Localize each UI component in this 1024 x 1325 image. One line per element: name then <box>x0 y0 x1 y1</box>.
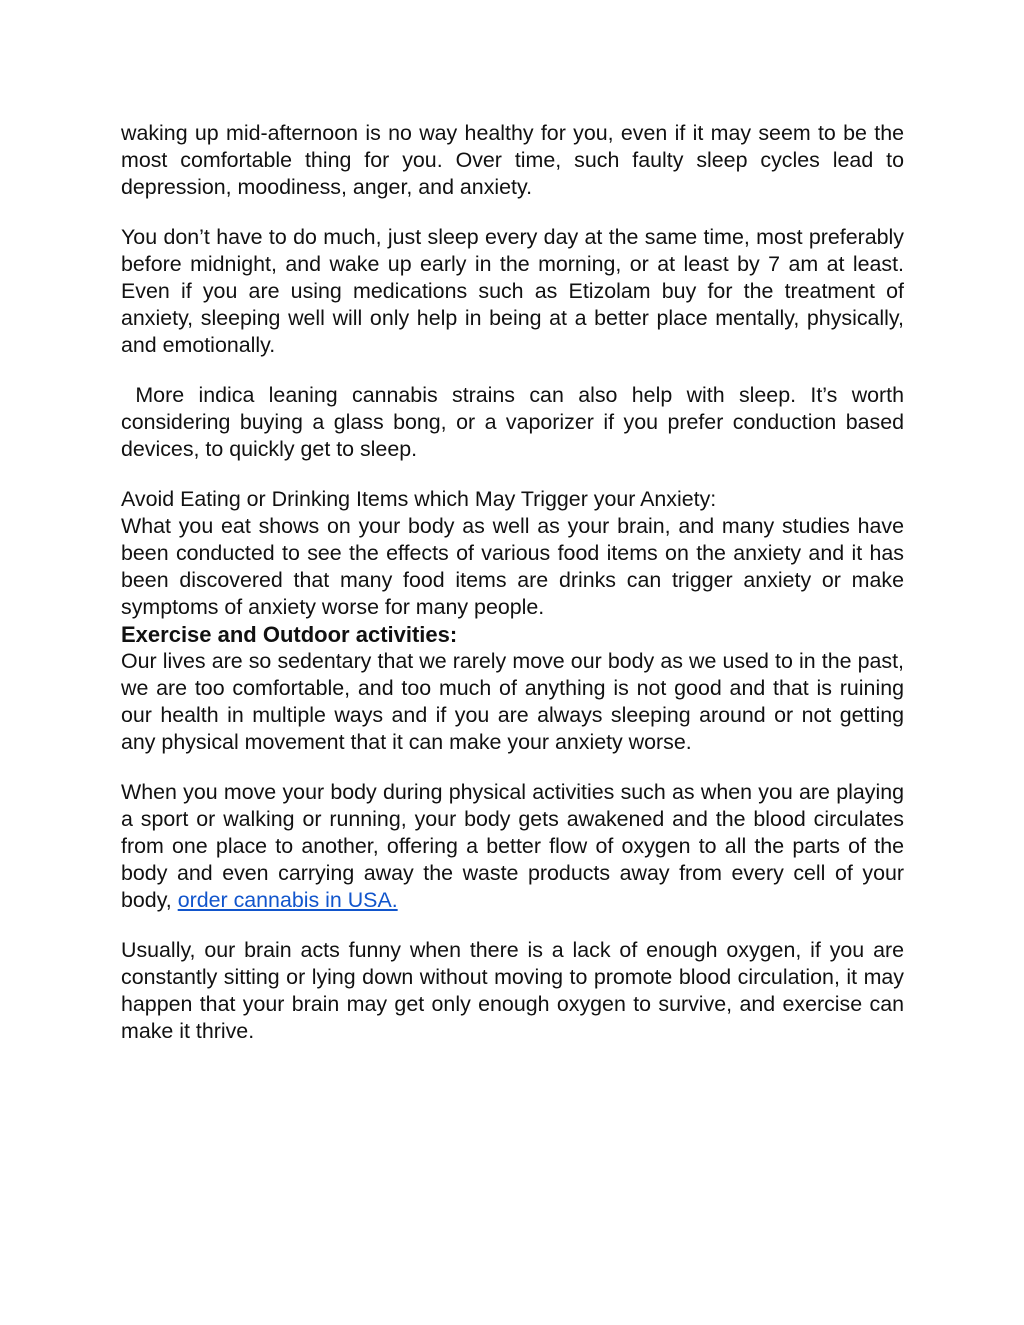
paragraph-cannabis-sleep <box>121 382 910 463</box>
paragraph-physical-activity <box>121 779 904 914</box>
paragraph-physical-activity-text: When you move your body during physical activities such as when you are playing a sport or walking or running, your body gets awakened and the blood circulates from one place to another, offering a better flow of oxygen to all the parts of the body and even carrying away the waste products away from every cell of your body, <box>121 780 904 912</box>
paragraph-cannabis-sleep-text: More indica leaning cannabis strains can also help with sleep. It’s worth considering buying a glass bong, or a vaporizer if you prefer conduction based devices, to quickly get to sleep. <box>121 383 910 461</box>
paragraph-sedentary-lives: Our lives are so sedentary that we rarely move our body as we used to in the past, we are too comfortable, and too much of anything is not good and that is ruining our health in multiple ways and if you are always sleeping around or not getting any physical movement that it can make your anxiety worse. <box>121 649 904 754</box>
section-avoid-items <box>121 486 904 621</box>
document-page <box>121 120 910 1045</box>
avoid-items-title: Avoid Eating or Drinking Items which May Trigger your Anxiety: <box>121 487 717 511</box>
paragraph-brain-oxygen: Usually, our brain acts funny when there is a lack of enough oxygen, if you are constantly sitting or lying down without moving to promote blood circulation, it may happen that your brain may get only enough oxygen to survive, and exercise can make it thrive. <box>121 938 904 1043</box>
order-cannabis-link[interactable]: order cannabis in USA. <box>177 888 398 912</box>
paragraph-food-anxiety: What you eat shows on your body as well as your brain, and many studies have been conducted to see the effects of various food items on the anxiety and it has been discovered that many food items are drinks can trigger anxiety or make symptoms of anxiety worse for many people. <box>121 514 904 619</box>
paragraph-sleep-cycles: waking up mid-afternoon is no way healthy for you, even if it may seem to be the most comfortable thing for you. Over time, such faulty sleep cycles lead to depression, moodiness, anger, and anxiety. <box>121 121 904 199</box>
section-heading-exercise: Exercise and Outdoor activities: <box>121 622 458 647</box>
paragraph-sleep-routine: You don’t have to do much, just sleep every day at the same time, most preferably before midnight, and wake up early in the morning, or at least by 7 am at least. Even if you are using medications such as Etizolam buy for the treatment of anxiety, sleeping well will only help in being at a better place mentally, physically, and emotionally. <box>121 225 904 357</box>
